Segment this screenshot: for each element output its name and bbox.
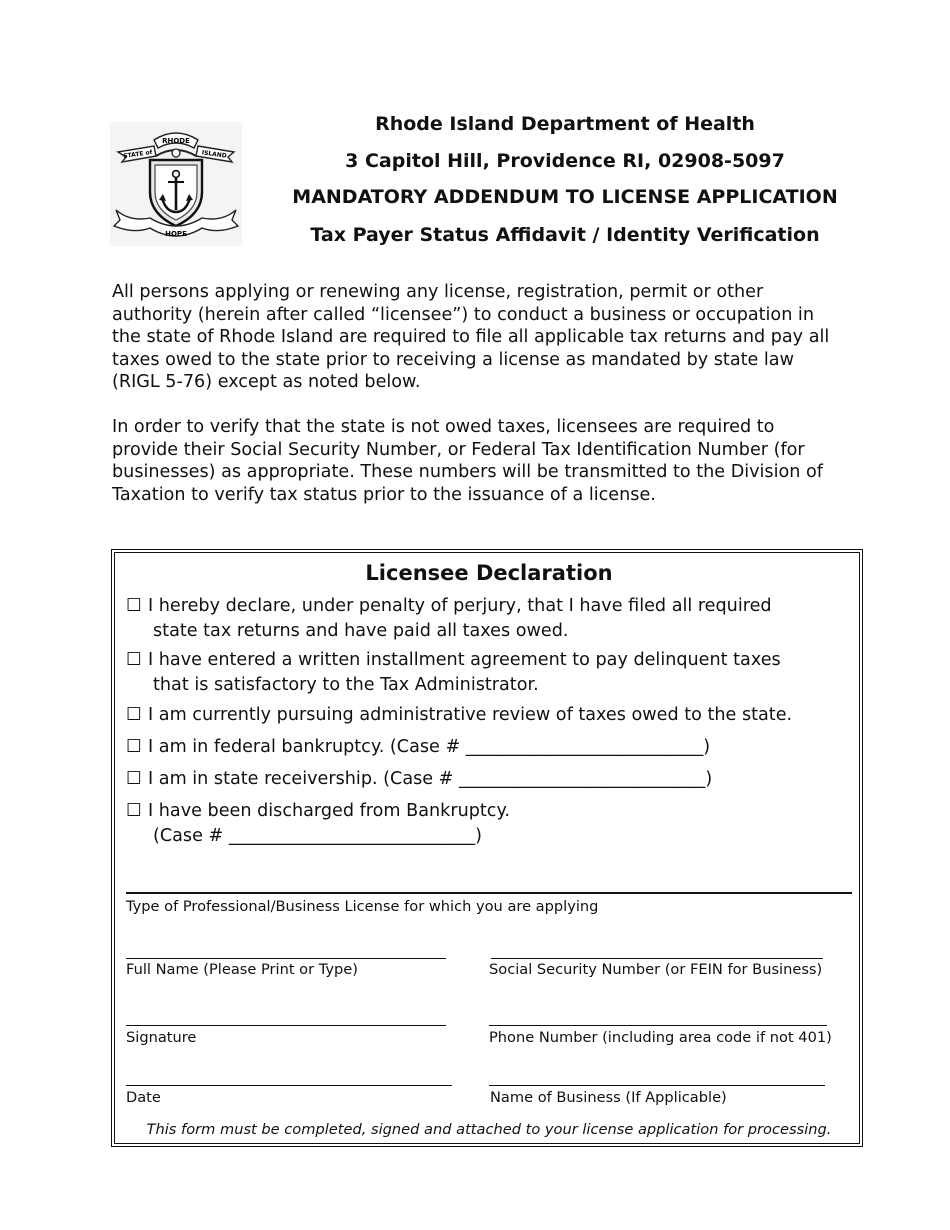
ssn-line[interactable] xyxy=(491,958,823,959)
footer-note: This form must be completed, signed and attached to your license application for processing. xyxy=(146,1121,832,1138)
checkbox-icon[interactable]: ☐ xyxy=(126,705,142,725)
header-form-title: MANDATORY ADDENDUM TO LICENSE APPLICATION xyxy=(292,186,838,208)
declaration-item-state-receivership[interactable] xyxy=(126,767,712,792)
paragraph-line: businesses) as appropriate. These numbers will be transmitted to the Division of xyxy=(112,462,823,483)
checkbox-icon[interactable]: ☐ xyxy=(126,650,142,670)
rhode-island-seal xyxy=(110,122,242,246)
paragraph-line: the state of Rhode Island are required to file all applicable tax returns and pay all xyxy=(112,327,830,348)
full-name-line[interactable] xyxy=(126,958,446,959)
header-subtitle: Tax Payer Status Affidavit / Identity Verification xyxy=(310,224,820,246)
declaration-item-discharged[interactable] xyxy=(126,799,510,849)
declaration-item-text: I am currently pursuing administrative review of taxes owed to the state. xyxy=(148,705,793,725)
paragraph-line: taxes owed to the state prior to receiving a license as mandated by state law xyxy=(112,349,794,370)
declaration-item-text: I have entered a written installment agreement to pay delinquent taxes xyxy=(148,650,781,670)
checkbox-icon[interactable]: ☐ xyxy=(126,769,142,789)
declaration-item-text: I hereby declare, under penalty of perjury, that I have filed all required xyxy=(148,596,772,616)
seal-top-text: RHODE xyxy=(162,137,190,145)
full-name-label: Full Name (Please Print or Type) xyxy=(126,961,358,978)
date-label: Date xyxy=(126,1089,161,1106)
paragraph-line: (RIGL 5-76) except as noted below. xyxy=(112,372,421,393)
declaration-item-text: that is satisfactory to the Tax Administrator. xyxy=(153,675,539,695)
declaration-item-admin-review[interactable] xyxy=(126,703,792,728)
checkbox-icon[interactable]: ☐ xyxy=(126,737,142,757)
declaration-item-installment[interactable] xyxy=(126,648,781,698)
signature-label: Signature xyxy=(126,1029,197,1046)
header-department: Rhode Island Department of Health xyxy=(375,113,755,135)
license-type-line[interactable] xyxy=(126,892,852,894)
intro-paragraph xyxy=(112,281,892,394)
paragraph-line: authority (herein after called “licensee”) to conduct a business or occupation in xyxy=(112,304,814,325)
seal-bottom-text: HOPE xyxy=(165,230,187,238)
seal-right-text: ISLAND xyxy=(201,149,228,160)
phone-label: Phone Number (including area code if not 401) xyxy=(489,1029,832,1046)
business-name-label: Name of Business (If Applicable) xyxy=(490,1089,727,1106)
checkbox-icon[interactable]: ☐ xyxy=(126,801,142,821)
declaration-item-text: I am in federal bankruptcy. (Case # ___________________________) xyxy=(148,737,711,757)
paragraph-line: In order to verify that the state is not owed taxes, licensees are required to xyxy=(112,417,775,437)
license-type-label: Type of Professional/Business License for which you are applying xyxy=(126,898,599,915)
declaration-item-text: (Case # ____________________________) xyxy=(153,826,483,846)
paragraph-line: provide their Social Security Number, or Federal Tax Identification Number (for xyxy=(112,439,805,460)
declaration-title: Licensee Declaration xyxy=(365,561,613,585)
date-line[interactable] xyxy=(126,1085,452,1086)
declaration-item-federal-bankruptcy[interactable] xyxy=(126,735,710,760)
business-name-line[interactable] xyxy=(489,1085,825,1086)
paragraph-line: Taxation to verify tax status prior to the issuance of a license. xyxy=(112,484,656,505)
phone-line[interactable] xyxy=(489,1025,827,1026)
ssn-label: Social Security Number (or FEIN for Business) xyxy=(489,961,823,978)
declaration-item-filed[interactable] xyxy=(126,594,772,644)
verification-paragraph xyxy=(112,416,892,506)
seal-left-text: STATE of xyxy=(122,149,153,161)
header-address: 3 Capitol Hill, Providence RI, 02908-5097 xyxy=(345,150,785,172)
declaration-item-text: state tax returns and have paid all taxes owed. xyxy=(153,621,569,641)
paragraph-line: All persons applying or renewing any license, registration, permit or other xyxy=(112,282,764,302)
declaration-item-text: I have been discharged from Bankruptcy. xyxy=(148,801,510,821)
declaration-item-text: I am in state receivership. (Case # ____________________________) xyxy=(148,769,713,789)
checkbox-icon[interactable]: ☐ xyxy=(126,596,142,616)
signature-line[interactable] xyxy=(126,1025,446,1026)
